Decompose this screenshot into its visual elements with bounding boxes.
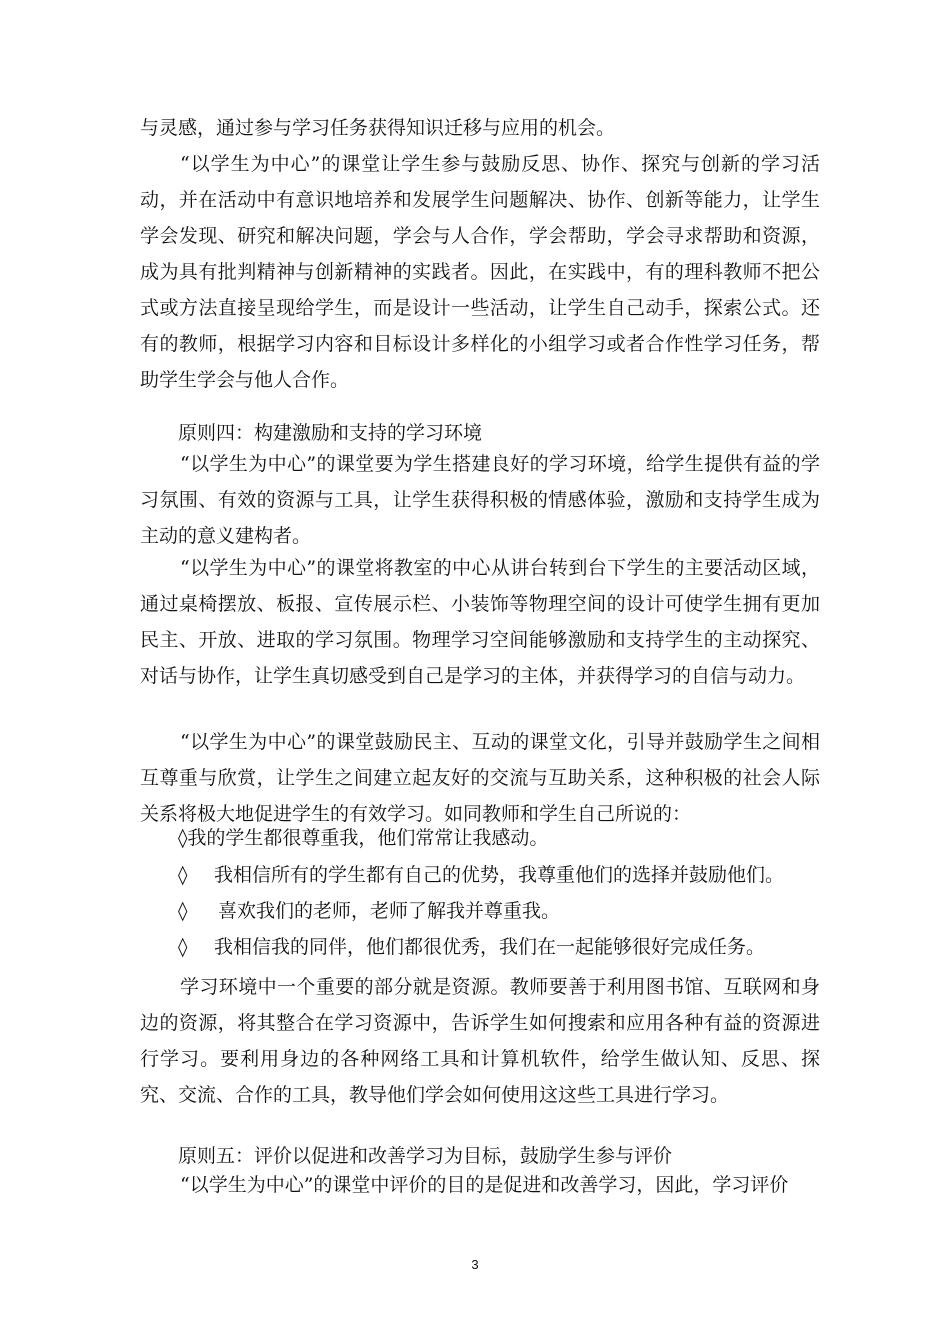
bullet-text: 我的学生都很尊重我，他们常常让我感动。 — [187, 827, 549, 849]
bullet-item — [178, 932, 765, 959]
bullet-text: 我相信所有的学生都有自己的优势，我尊重他们的选择并鼓励他们。 — [214, 864, 785, 886]
paragraph-continuation: 与灵感，通过参与学习任务获得知识迁移与应用的机会。 — [140, 117, 616, 139]
bullet-item — [178, 823, 548, 850]
diamond-bullet-icon: ◊ — [178, 827, 188, 849]
bullet-item — [178, 860, 784, 887]
bullet-text: 喜欢我们的老师，老师了解我并尊重我。 — [218, 900, 561, 922]
bullet-text: 我相信我的同伴，他们都很优秀，我们在一起能够很好完成任务。 — [214, 936, 766, 958]
paragraph-classroom-culture: “以学生为中心”的课堂鼓励民主、互动的课堂文化，引导并鼓励学生之间相互尊重与欣赏，让学生之间建立起友好的交流与互助关系，这种积极的社会人际关系将极大地促进学生的有效学习。如同教师和学生自己所说的： — [140, 731, 820, 825]
paragraph-classroom-center: “以学生为中心”的课堂将教室的中心从讲台转到台下学生的主要活动区域，通过桌椅摆放、板报、宣传展示栏、小装饰等物理空间的设计可使学生拥有更加民主、开放、进取的学习氛围。物理学习空间能够激励和支持学生的主动探究、对话与协作，让学生真切感受到自己是学习的主体，并获得学习的自信与动力。 — [140, 557, 820, 687]
diamond-bullet-icon: ◊ — [178, 900, 188, 922]
paragraph-evaluation: “以学生为中心”的课堂中评价的目的是促进和改善学习，因此，学习评价 — [180, 1174, 789, 1196]
paragraph-resources: 学习环境中一个重要的部分就是资源。教师要善于利用图书馆、互联网和身边的资源，将其整合在学习资源中，告诉学生如何搜索和应用各种有益的资源进行学习。要利用身边的各种网络工具和计算机软件，给学生做认知、反思、探究、交流、合作的工具，教导他们学会如何使用这这些工具进行学习。 — [140, 976, 820, 1106]
bullet-item — [178, 896, 560, 923]
paragraph-learning-environment: “以学生为中心”的课堂要为学生搭建良好的学习环境，给学生提供有益的学习氛围、有效的资源与工具，让学生获得积极的情感体验，激励和支持学生成为主动的意义建构者。 — [140, 453, 820, 547]
section-heading-principle-5: 原则五：评价以促进和改善学习为目标，鼓励学生参与评价 — [178, 1145, 673, 1167]
section-heading-principle-4: 原则四：构建激励和支持的学习环境 — [178, 422, 483, 444]
diamond-bullet-icon: ◊ — [178, 936, 188, 958]
diamond-bullet-icon: ◊ — [178, 864, 188, 886]
paragraph-activities: “以学生为中心”的课堂让学生参与鼓励反思、协作、探究与创新的学习活动，并在活动中有意识地培养和发展学生问题解决、协作、创新等能力，让学生学会发现、研究和解决问题，学会与人合作，学会帮助，学会寻求帮助和资源，成为具有批判精神与创新精神的实践者。因此，在实践中，有的理科教师不把公式或方法直接呈现给学生，而是设计一些活动，让学生自己动手，探索公式。还有的教师，根据学习内容和目标设计多样化的小组学习或者合作性学习任务，帮助学生学会与他人合作。 — [140, 153, 820, 391]
page-number: 3 — [471, 1257, 479, 1272]
